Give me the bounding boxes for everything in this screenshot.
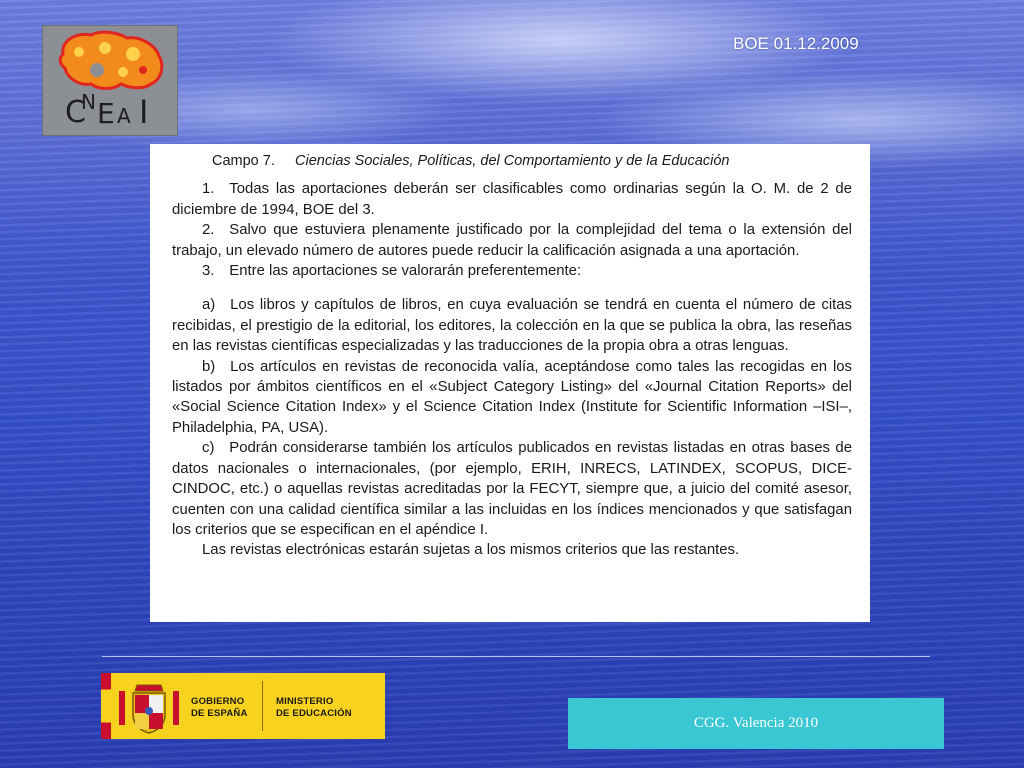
boe-date-label: BOE 01.12.2009: [733, 34, 859, 53]
event-label-box: [568, 698, 944, 749]
gov-line-1: GOBIERNO: [191, 696, 245, 707]
coat-of-arms-icon: [113, 677, 185, 735]
flag-stripe: [101, 673, 111, 739]
paragraph-2: 2. Salvo que estuviera plenamente justificado por la complejidad del tema o la extensión del trabajo, un elevado número de autores puede reducir la calificación asignada a una aportación.: [172, 222, 852, 259]
gobierno-ministerio-logo: [101, 673, 385, 739]
paragraph-closing: Las revistas electrónicas estarán sujetas a los mismos criterios que las restantes.: [202, 542, 740, 559]
paragraph-a: a) Los libros y capítulos de libros, en cuya evaluación se tendrá en cuenta el número de citas recibidas, el prestigio de la editorial, los editores, la colección en la que se publica la obra, las reseñas en las revistas científicas especializadas y las traducciones de la propia obra a otras lenguas.: [172, 297, 852, 355]
ministry-line-2: DE EDUCACIÓN: [276, 708, 352, 719]
paragraph-1: 1. Todas las aportaciones deberán ser clasificables como ordinarias según la O. M. de 2 de diciembre de 1994, BOE del 3.: [172, 181, 852, 218]
campo-number: Campo 7.: [212, 153, 275, 169]
document-excerpt: [150, 144, 870, 622]
ministerio-text: [276, 696, 352, 720]
divider-line: [102, 656, 930, 657]
paragraph-b: b) Los artículos en revistas de reconocida valía, aceptándose como tales las recogidas en los listados por ámbitos científicos en el «Subject Category Listing» del «Journal Citation Reports» del «Social Science Citation Index» y el Science Citation Index (Institute for Scientific Information –ISI–, Philadelphia, PA, USA).: [172, 358, 852, 436]
campo-title: Ciencias Sociales, Políticas, del Comportamiento y de la Educación: [295, 153, 730, 169]
logo-divider: [262, 681, 263, 731]
event-label: CGG. Valencia 2010: [693, 715, 819, 731]
gov-line-2: DE ESPAÑA: [191, 708, 248, 719]
paragraph-3: 3. Entre las aportaciones se valorarán preferentemente:: [202, 263, 582, 280]
ministry-line-1: MINISTERIO: [276, 696, 334, 707]
cneai-logo: C N E A I: [42, 25, 178, 136]
campo-heading: [172, 151, 852, 171]
paragraph-c: c) Podrán considerarse también los artículos publicados en revistas listadas en otras bases de datos nacionales o internacionales, (por ejemplo, ERIH, INRECS, LATINDEX, SCOPUS, DICE-CINDOC, etc.) o aquellas revistas acreditadas por la FECYT, siempre que, a juicio del comité asesor, cuenten con una calidad científica similar a las incluidas en los índices mencionados y que satisfagan los criterios que se especifican en el apéndice I.: [172, 440, 852, 538]
gobierno-text: [191, 696, 248, 720]
